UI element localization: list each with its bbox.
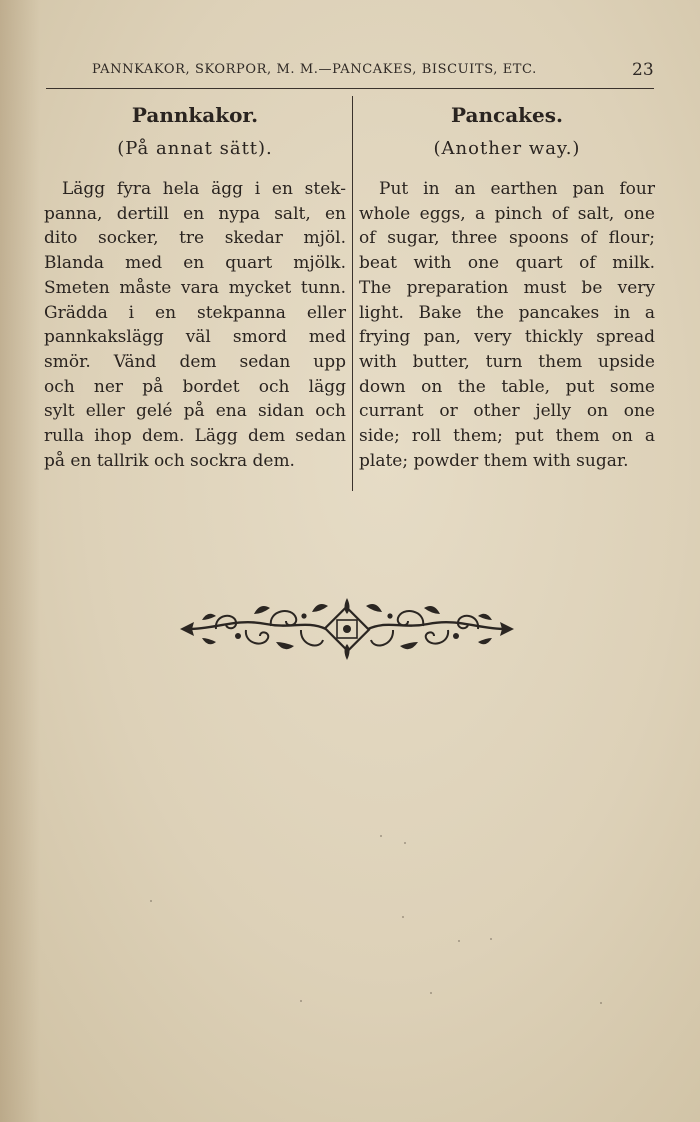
text-line: smör. Vänd dem sedan upp bbox=[44, 351, 346, 372]
paper-speck bbox=[490, 938, 492, 940]
paper-speck bbox=[300, 1000, 302, 1002]
floral-ornament-icon bbox=[176, 590, 518, 668]
english-recipe-text bbox=[359, 177, 655, 473]
text-line: The preparation must be very bbox=[359, 277, 655, 298]
page-number: 23 bbox=[632, 60, 654, 80]
text-line: Smeten måste vara mycket tunn. bbox=[44, 277, 346, 298]
text-line: of sugar, three spoons of flour; bbox=[359, 228, 655, 249]
text-line: rulla ihop dem. Lägg dem sedan bbox=[44, 426, 346, 447]
paper-speck bbox=[380, 835, 382, 837]
text-line: Lägg fyra hela ägg i en stek- bbox=[62, 179, 346, 199]
swedish-subtitle: (På annat sätt). bbox=[117, 138, 273, 159]
page-edge-shadow bbox=[0, 0, 40, 1122]
text-line: whole eggs, a pinch of salt, one bbox=[359, 203, 655, 224]
text-line: plate; powder them with sugar. bbox=[359, 450, 629, 471]
column-divider bbox=[352, 96, 353, 491]
text-line: dito socker, tre skedar mjöl. bbox=[44, 228, 346, 249]
text-line: with butter, turn them upside bbox=[359, 351, 655, 372]
text-line: Grädda i en stekpanna eller bbox=[44, 302, 346, 323]
text-line: sylt eller gelé på ena sidan och bbox=[44, 401, 346, 422]
header-rule bbox=[46, 88, 654, 89]
text-line: Put in an earthen pan four bbox=[379, 179, 655, 199]
paper-speck bbox=[404, 842, 406, 844]
text-line: panna, dertill en nypa salt, en bbox=[44, 203, 346, 224]
text-line: beat with one quart of milk. bbox=[359, 253, 655, 274]
paper-speck bbox=[150, 900, 152, 902]
english-title: Pancakes. bbox=[451, 103, 563, 127]
swedish-column bbox=[44, 100, 346, 473]
text-line: side; roll them; put them on a bbox=[359, 426, 655, 447]
text-line: pannkakslägg väl smord med bbox=[44, 327, 346, 348]
text-line: på en tallrik och sockra dem. bbox=[44, 450, 295, 471]
swedish-recipe-text bbox=[44, 177, 346, 473]
running-head: PANNKAKOR, SKORPOR, M. M.—PANCAKES, BISCUITS, ETC. bbox=[92, 62, 537, 77]
paper-speck bbox=[402, 916, 404, 918]
text-line: Blanda med en quart mjölk. bbox=[44, 253, 346, 274]
paper-speck bbox=[458, 940, 460, 942]
paper-speck bbox=[600, 1002, 602, 1004]
text-line: light. Bake the pancakes in a bbox=[359, 302, 655, 323]
english-subtitle: (Another way.) bbox=[433, 138, 581, 159]
text-line: frying pan, very thickly spread bbox=[359, 327, 655, 348]
text-line: down on the table, put some bbox=[359, 376, 655, 397]
english-column bbox=[359, 100, 655, 473]
text-line: och ner på bordet och lägg bbox=[44, 376, 346, 397]
swedish-title: Pannkakor. bbox=[131, 103, 259, 127]
paper-speck bbox=[430, 992, 432, 994]
text-line: currant or other jelly on one bbox=[359, 401, 655, 422]
